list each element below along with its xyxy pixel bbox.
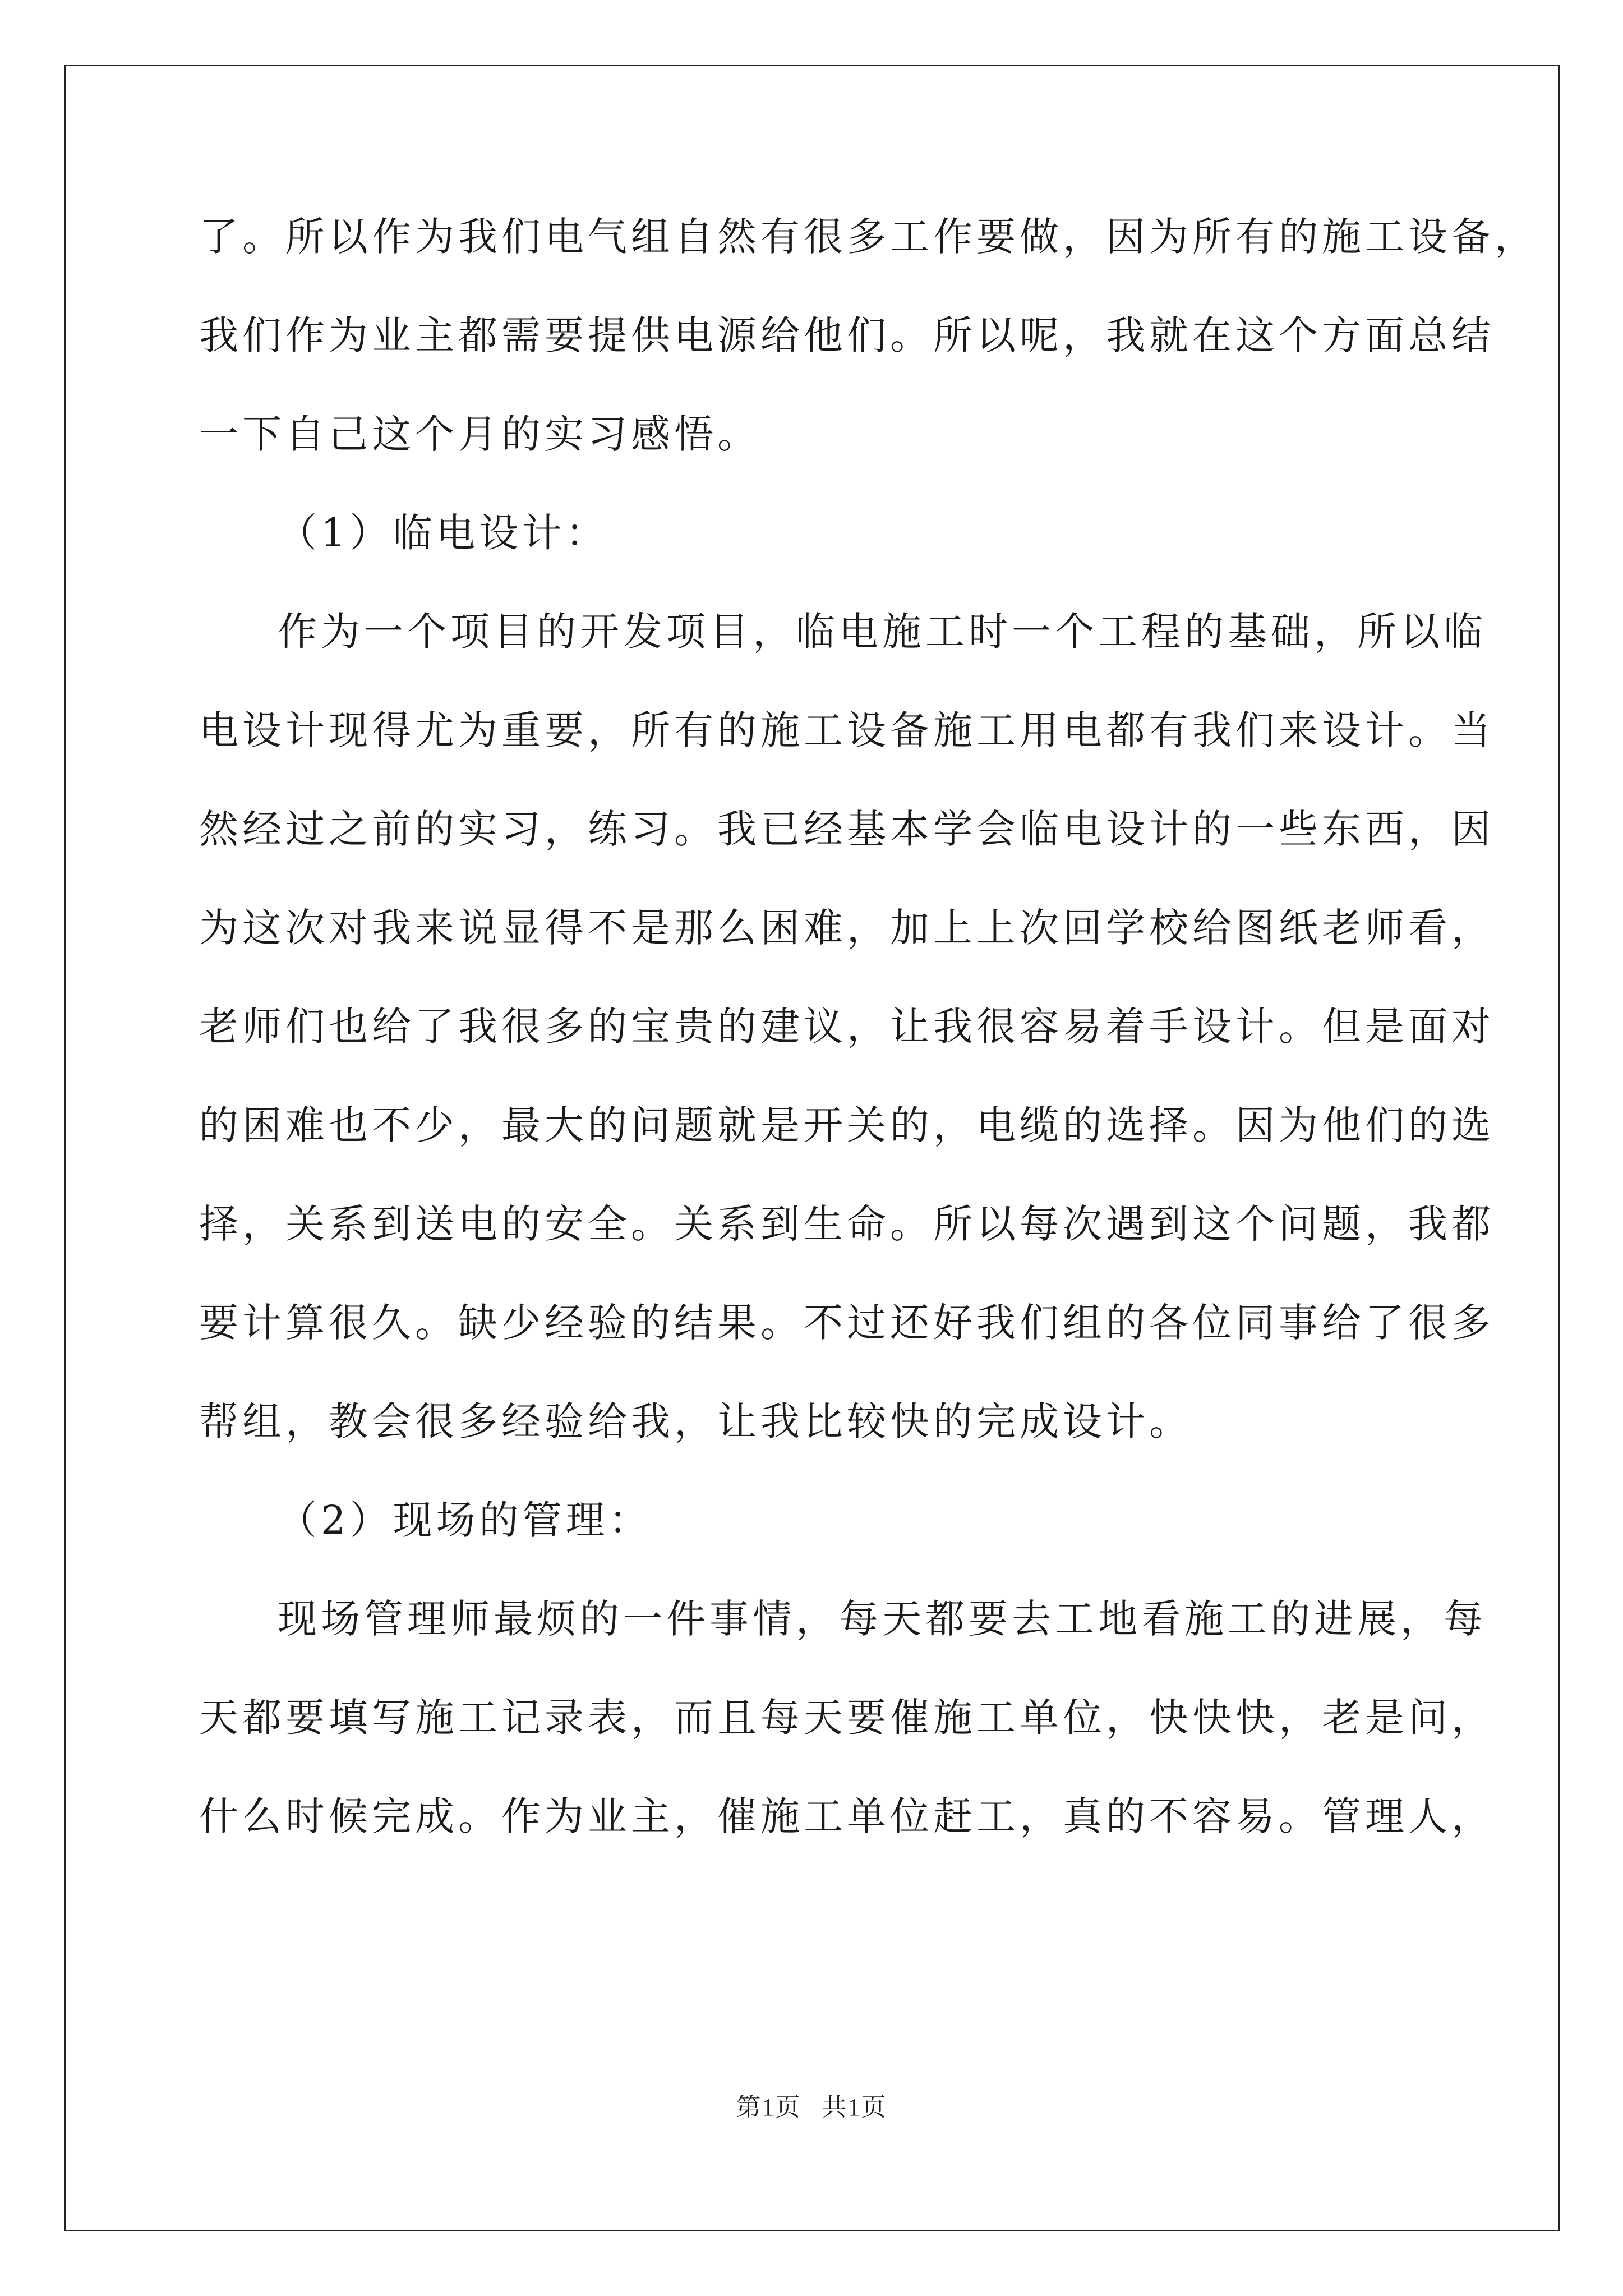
text-line: 什么时候完成。作为业主，催施工单位赶工，真的不容易。管理人， bbox=[199, 1793, 1495, 1839]
text-line: 一下自己这个月的实习感悟。 bbox=[199, 411, 760, 457]
document-body bbox=[199, 209, 1538, 1887]
paragraph-first-line: 现场管理师最烦的一件事情，每天都要去工地看施工的进展，每 bbox=[278, 1596, 1487, 1642]
page-number: 第1页 bbox=[736, 2093, 801, 2121]
page-total: 共1页 bbox=[822, 2093, 887, 2121]
page-footer bbox=[0, 2087, 1623, 2123]
paragraph-first-line: 作为一个项目的开发项目，临电施工时一个工程的基础，所以临 bbox=[278, 609, 1487, 655]
text-line: 要计算很久。缺少经验的结果。不过还好我们组的各位同事给了很多 bbox=[199, 1300, 1495, 1346]
text-line: 老师们也给了我很多的宝贵的建议，让我很容易着手设计。但是面对 bbox=[199, 1004, 1495, 1050]
text-line: 电设计现得尤为重要，所有的施工设备施工用电都有我们来设计。当 bbox=[199, 707, 1495, 753]
text-line: 然经过之前的实习，练习。我已经基本学会临电设计的一些东西，因 bbox=[199, 806, 1495, 852]
section-heading: （1）临电设计： bbox=[278, 510, 609, 556]
text-line: 我们作为业主都需要提供电源给他们。所以呢，我就在这个方面总结 bbox=[199, 312, 1495, 358]
text-line: 天都要填写施工记录表，而且每天要催施工单位，快快快，老是问， bbox=[199, 1695, 1495, 1741]
text-line: 帮组，教会很多经验给我，让我比较快的完成设计。 bbox=[199, 1398, 1192, 1444]
text-line: 了。所以作为我们电气组自然有很多工作要做，因为所有的施工设备， bbox=[199, 214, 1538, 260]
text-line: 为这次对我来说显得不是那么困难，加上上次回学校给图纸老师看， bbox=[199, 905, 1495, 951]
text-line: 的困难也不少，最大的问题就是开关的，电缆的选择。因为他们的选 bbox=[199, 1102, 1495, 1148]
text-line: 择，关系到送电的安全。关系到生命。所以每次遇到这个问题，我都 bbox=[199, 1201, 1495, 1247]
section-heading: （2）现场的管理： bbox=[278, 1497, 652, 1543]
